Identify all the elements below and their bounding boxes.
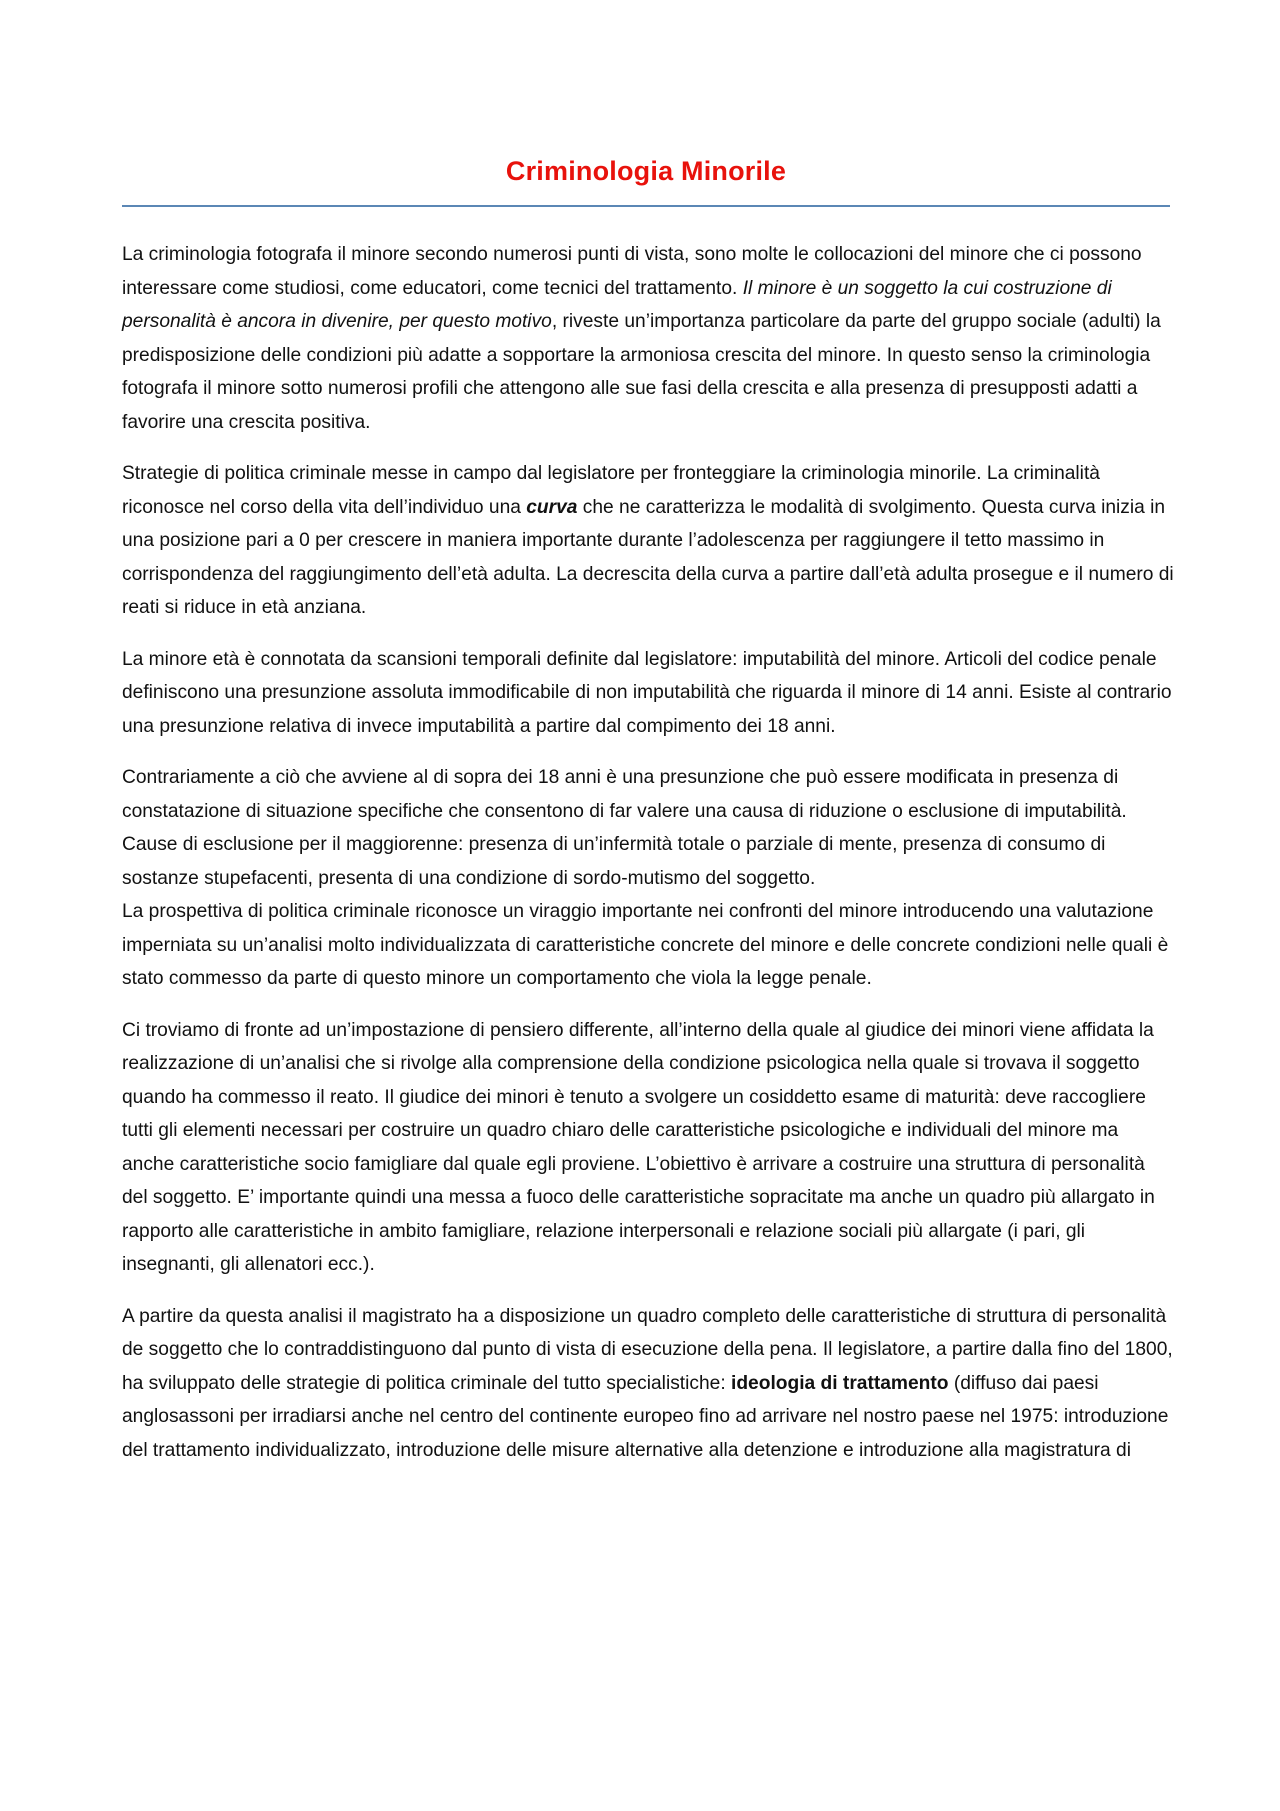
document-title: Criminologia Minorile <box>505 156 787 186</box>
document-body <box>122 238 1174 1485</box>
text-segment: , riveste un’importanza particolare da parte del gruppo sociale (adulti) la predisposizione delle condizioni più adatte a sopportare la armoniosa crescita del minore. In questo senso la criminologia fotografa il minore sotto numerosi profili che attengono alle sue fasi della crescita e alla presenza di presupposti adatti a favorire una crescita positiva. <box>122 311 1161 433</box>
text-segment: Strategie di politica criminale messe in campo dal legislatore per fronteggiare la criminologia minorile. La criminalità riconosce nel corso della vita dell’individuo una <box>122 463 1100 518</box>
text-segment: La minore età è connotata da scansioni temporali definite dal legislatore: imputabilità del minore. Articoli del codice penale definiscono una presunzione assoluta immodificabile di non imputabilità che riguarda il minore di 14 anni. Esiste al contrario una presunzione relativa di invece imputabilità a partire dal compimento dei 18 anni. <box>122 648 1172 737</box>
paragraph <box>122 457 1174 625</box>
bold-italic-text: curva <box>526 496 578 518</box>
italic-text: Il minore è un soggetto la cui costruzione di personalità è ancora in divenire, per questo motivo <box>122 277 1112 332</box>
paragraph <box>122 761 1174 895</box>
text-segment: A partire da questa analisi il magistrato ha a disposizione un quadro completo delle caratteristiche di struttura di personalità de soggetto che lo contraddistinguono dal punto di vista di esecuzione della pena. Il legislatore, a partire dalla fino del 1800, ha sviluppato delle strategie di politica criminale del tutto specialistiche: <box>122 1305 1173 1394</box>
text-segment: (diffuso dai paesi anglosassoni per irradiarsi anche nel centro del continente europeo fino ad arrivare nel nostro paese nel 1975: introduzione del trattamento individualizzato, introduzione delle misure alternative alla detenzione e introduzione alla magistratura di <box>122 1372 1169 1461</box>
bold-text: ideologia di trattamento <box>731 1372 949 1394</box>
paragraph <box>122 238 1174 439</box>
text-segment: che ne caratterizza le modalità di svolgimento. Questa curva inizia in una posizione pari a 0 per crescere in maniera importante durante l’adolescenza per raggiungere il tetto massimo in corrispondenza del raggiungimento dell’età adulta. La decrescita della curva a partire dall’età adulta prosegue e il numero di reati si riduce in età anziana. <box>122 496 1174 618</box>
title-underline <box>122 205 1170 207</box>
paragraph <box>122 895 1174 996</box>
text-segment: La prospettiva di politica criminale riconosce un viraggio importante nei confronti del minore introducendo una valutazione imperniata su un’analisi molto individualizzata di caratteristiche concrete del minore e delle concrete condizioni nelle quali è stato commesso da parte di questo minore un comportamento che viola la legge penale. <box>122 901 1169 989</box>
paragraph <box>122 1014 1174 1282</box>
text-segment: Ci troviamo di fronte ad un’impostazione di pensiero differente, all’interno della quale al giudice dei minori viene affidata la realizzazione di un’analisi che si rivolge alla comprensione della condizione psicologica nella quale si trovava il soggetto quando ha commesso il reato. Il giudice dei minori è tenuto a svolgere un cosiddetto esame di maturità: deve raccogliere tutti gli elementi necessari per costruire un quadro chiaro delle caratteristiche psicologiche e individuali del minore ma anche caratteristiche socio famigliare dal quale egli proviene. L’obiettivo è arrivare a costruire una struttura di personalità del soggetto. E’ importante quindi una messa a fuoco delle caratteristiche sopracitate ma anche un quadro più allargato in rapporto alle caratteristiche in ambito famigliare, relazione interpersonali e relazione sociali più allargate (i pari, gli insegnanti, gli allenatori ecc.). <box>122 1019 1155 1275</box>
text-segment: La criminologia fotografa il minore secondo numerosi punti di vista, sono molte le collocazioni del minore che ci possono interessare come studiosi, come educatori, come tecnici del trattamento. <box>122 244 1142 299</box>
paragraph <box>122 1300 1174 1468</box>
text-segment: Contrariamente a ciò che avviene al di sopra dei 18 anni è una presunzione che può essere modificata in presenza di constatazione di situazione specifiche che consentono di far valere una causa di riduzione o esclusione di imputabilità. Cause di esclusione per il maggiorenne: presenza di un’infermità totale o parziale di mente, presenza di consumo di sostanze stupefacenti, presenta di una condizione di sordo-mutismo del soggetto. <box>122 767 1127 889</box>
paragraph <box>122 643 1174 744</box>
